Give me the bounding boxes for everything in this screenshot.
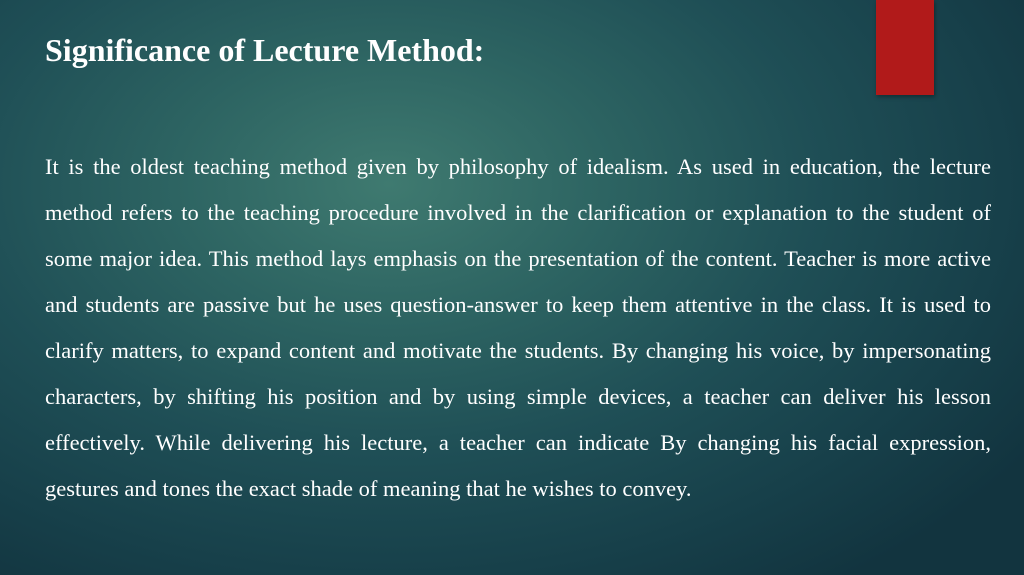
red-accent-bar — [876, 0, 934, 95]
slide-title: Significance of Lecture Method: — [45, 32, 485, 68]
slide-body-text: It is the oldest teaching method given by philosophy of idealism. As used in education, the lecture method refers to the teaching procedure involved in the clarification or explanation to the student of some major idea. This method lays emphasis on the presentation of the content. Teacher is more active and students are passive but he uses question-answer to keep them attentive in the class. It is used to clarify matters, to expand content and motivate the students. By changing his voice, by impersonating characters, by shifting his position and by using simple devices, a teacher can deliver his lesson effectively. While delivering his lecture, a teacher can indicate By changing his facial expression, gestures and tones the exact shade of meaning that he wishes to convey. — [45, 154, 991, 501]
